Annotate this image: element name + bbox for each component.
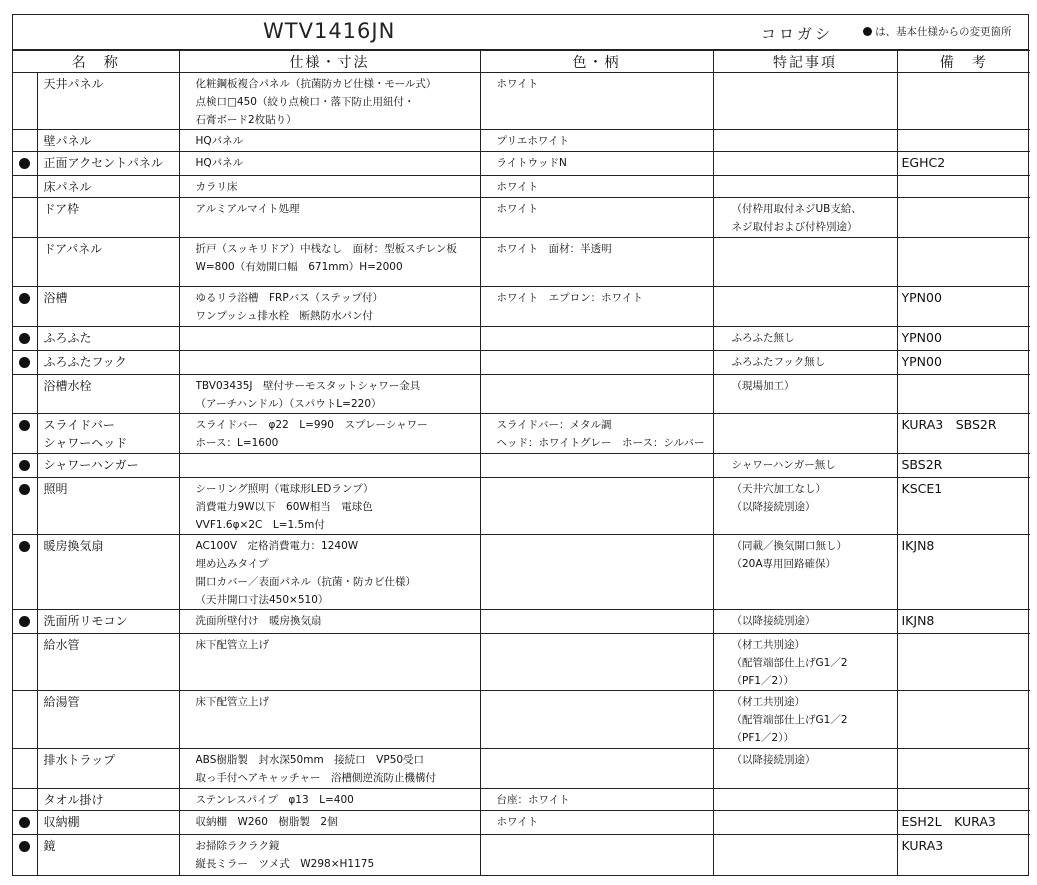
spec-cell <box>179 478 480 535</box>
change-mark-cell <box>13 811 37 835</box>
table-row <box>13 327 1030 351</box>
color-text: ホワイト <box>496 181 539 193</box>
name-text: 鏡 <box>43 839 56 853</box>
note-cell <box>713 610 897 634</box>
change-marker-icon <box>19 158 30 169</box>
name-text: ふろふた <box>43 331 92 345</box>
name-text: シャワーハンガー <box>43 458 139 472</box>
name-text: 天井パネル <box>43 77 104 91</box>
table-row <box>13 454 1030 478</box>
remark-cell <box>897 287 1030 327</box>
spec-text: 石膏ボード2枚貼り） <box>195 114 297 126</box>
color-cell <box>480 238 713 287</box>
change-mark-cell <box>13 198 37 238</box>
color-cell <box>480 811 713 835</box>
note-text: （以降接続別途） <box>731 615 816 627</box>
color-cell <box>480 73 713 130</box>
spec-text: （アーチハンドル）（スパウトL=220） <box>195 398 382 410</box>
note-text: （配管端部仕上げG1／2 <box>731 714 848 726</box>
spec-text: VVF1.6φ×2C L=1.5m付 <box>195 519 325 531</box>
name-cell <box>37 789 179 811</box>
spec-text: カラリ床 <box>195 181 238 193</box>
spec-cell <box>179 238 480 287</box>
spec-cell <box>179 176 480 198</box>
remark-cell <box>897 789 1030 811</box>
header-note: 特記事項 <box>713 51 897 73</box>
name-text: 収納棚 <box>43 815 80 829</box>
name-cell <box>37 238 179 287</box>
change-mark-cell <box>13 351 37 375</box>
name-cell <box>37 749 179 789</box>
table-row <box>13 610 1030 634</box>
name-cell <box>37 73 179 130</box>
color-text: ホワイト <box>496 816 539 828</box>
note-cell <box>713 287 897 327</box>
change-marker-icon <box>19 841 30 852</box>
name-cell <box>37 691 179 749</box>
remark-text: KURA3 <box>901 838 944 853</box>
change-mark-cell <box>13 749 37 789</box>
change-mark-cell <box>13 287 37 327</box>
note-text: シャワーハンガー無し <box>731 459 836 471</box>
remark-cell <box>897 375 1030 414</box>
note-cell <box>713 152 897 176</box>
spec-cell <box>179 287 480 327</box>
note-text: （付枠用取付ネジUB支給、 <box>731 203 862 215</box>
change-marker-icon <box>19 333 30 344</box>
spec-cell <box>179 789 480 811</box>
change-mark-cell <box>13 375 37 414</box>
name-cell <box>37 130 179 152</box>
spec-text: アルミアルマイト処理 <box>195 203 300 215</box>
change-marker-icon <box>19 357 30 368</box>
note-text: （同載／換気開口無し） <box>731 540 847 552</box>
spec-cell <box>179 375 480 414</box>
remark-cell <box>897 691 1030 749</box>
remark-text: YPN00 <box>901 330 942 345</box>
color-cell <box>480 375 713 414</box>
change-marker-icon <box>19 420 30 431</box>
color-cell <box>480 351 713 375</box>
change-marker-icon <box>19 541 30 552</box>
note-text: （配管端部仕上げG1／2 <box>731 657 848 669</box>
change-mark-cell <box>13 238 37 287</box>
remark-cell <box>897 198 1030 238</box>
change-marker-icon <box>19 616 30 627</box>
note-text: （PF1／2）） <box>731 732 794 744</box>
title-bar <box>13 15 1028 50</box>
color-cell <box>480 835 713 875</box>
remark-cell <box>897 634 1030 691</box>
note-cell <box>713 478 897 535</box>
note-cell <box>713 634 897 691</box>
table-row <box>13 130 1030 152</box>
name-text: ドアパネル <box>43 242 103 256</box>
remark-cell <box>897 73 1030 130</box>
table-row <box>13 634 1030 691</box>
change-mark-cell <box>13 789 37 811</box>
name-text: ふろふたフック <box>43 355 127 369</box>
name-cell <box>37 176 179 198</box>
spec-sheet <box>12 14 1029 876</box>
name-text: タオル掛け <box>43 793 104 807</box>
remark-cell <box>897 749 1030 789</box>
name-text: 排水トラップ <box>43 753 116 767</box>
spec-text: 取っ手付ヘアキャッチャー 浴槽側逆流防止機構付 <box>195 772 436 784</box>
color-cell <box>480 749 713 789</box>
color-text: ライトウッドN <box>496 157 567 169</box>
change-mark-cell <box>13 610 37 634</box>
header-color: 色・柄 <box>480 51 713 73</box>
remark-cell <box>897 176 1030 198</box>
table-row <box>13 535 1030 610</box>
name-cell <box>37 454 179 478</box>
name-cell <box>37 835 179 875</box>
change-marker-icon <box>19 293 30 304</box>
table-row <box>13 414 1030 454</box>
change-marker-icon <box>19 484 30 495</box>
header-row <box>13 51 1030 73</box>
note-text: ふろふた無し <box>731 332 795 344</box>
name-cell <box>37 351 179 375</box>
name-cell <box>37 375 179 414</box>
remark-cell <box>897 610 1030 634</box>
change-mark-cell <box>13 835 37 875</box>
name-cell <box>37 610 179 634</box>
table-row <box>13 749 1030 789</box>
spec-cell <box>179 351 480 375</box>
remark-text: SBS2R <box>901 457 943 472</box>
change-mark-cell <box>13 454 37 478</box>
table-row <box>13 811 1030 835</box>
change-mark-cell <box>13 73 37 130</box>
remark-text: YPN00 <box>901 354 942 369</box>
note-text: （材工共別途） <box>731 639 805 651</box>
table-row <box>13 478 1030 535</box>
remark-text: ESH2L KURA3 <box>901 814 996 829</box>
remark-text: IKJN8 <box>901 538 935 553</box>
change-marker-icon <box>19 817 30 828</box>
remark-text: EGHC2 <box>901 155 946 170</box>
color-text: ホワイト <box>496 78 539 90</box>
color-cell <box>480 789 713 811</box>
color-cell <box>480 198 713 238</box>
note-text: ふろふたフック無し <box>731 356 826 368</box>
color-cell <box>480 454 713 478</box>
remark-cell <box>897 130 1030 152</box>
spec-cell <box>179 152 480 176</box>
color-cell <box>480 287 713 327</box>
change-marker-icon <box>19 460 30 471</box>
note-text: （現場加工） <box>731 380 795 392</box>
name-text: 洗面所リモコン <box>43 614 128 628</box>
change-mark-cell <box>13 535 37 610</box>
table-row <box>13 835 1030 875</box>
name-cell <box>37 287 179 327</box>
remark-cell <box>897 811 1030 835</box>
table-row <box>13 73 1030 130</box>
color-cell <box>480 634 713 691</box>
change-mark-cell <box>13 634 37 691</box>
spec-cell <box>179 198 480 238</box>
spec-text: ABS樹脂製 封水深50mm 接続口 VP50受口 <box>195 754 425 766</box>
remark-cell <box>897 238 1030 287</box>
spec-text: ステンレスパイプ φ13 L=400 <box>195 794 354 806</box>
note-cell <box>713 327 897 351</box>
spec-cell <box>179 691 480 749</box>
spec-cell <box>179 610 480 634</box>
table-row <box>13 287 1030 327</box>
change-mark-cell <box>13 414 37 454</box>
change-mark-cell <box>13 176 37 198</box>
remark-cell <box>897 478 1030 535</box>
name-cell <box>37 198 179 238</box>
change-mark-cell <box>13 152 37 176</box>
spec-text: 収納棚 W260 樹脂製 2個 <box>195 816 338 828</box>
spec-text: AC100V 定格消費電力：1240W <box>195 540 359 552</box>
note-cell <box>713 749 897 789</box>
header-name: 名 称 <box>13 51 179 73</box>
name-text: 正面アクセントパネル <box>43 156 163 170</box>
note-cell <box>713 238 897 287</box>
note-text: （PF1／2）） <box>731 675 794 687</box>
spec-text: 床下配管立上げ <box>195 639 269 651</box>
color-text: ホワイト <box>496 203 539 215</box>
spec-text: （天井開口寸法450×510） <box>195 594 329 606</box>
table-row <box>13 152 1030 176</box>
color-cell <box>480 176 713 198</box>
change-mark-cell <box>13 130 37 152</box>
name-text: 給水管 <box>43 638 80 652</box>
remark-cell <box>897 414 1030 454</box>
note-text: ネジ取付および付枠別途） <box>731 221 858 233</box>
change-marker-icon <box>863 27 872 36</box>
remark-cell <box>897 454 1030 478</box>
name-text: 給湯管 <box>43 695 80 709</box>
table-row <box>13 691 1030 749</box>
spec-text: スライドバー φ22 L=990 スプレーシャワー <box>195 419 428 431</box>
note-cell <box>713 130 897 152</box>
spec-text: 洗面所壁付け 暖房換気扇 <box>195 615 322 627</box>
note-text: （20A専用回路確保） <box>731 558 837 570</box>
spec-text: TBV03435J 壁付サーモスタットシャワー金具 <box>195 380 421 392</box>
spec-cell <box>179 634 480 691</box>
spec-text: 縦長ミラー ツメ式 W298×H1175 <box>195 858 375 870</box>
note-cell <box>713 691 897 749</box>
spec-text: 開口カバー／表面パネル（抗菌・防カビ仕様） <box>195 576 416 588</box>
note-cell <box>713 535 897 610</box>
remark-cell <box>897 152 1030 176</box>
note-text: （以降接続別途） <box>731 754 816 766</box>
name-cell <box>37 478 179 535</box>
note-cell <box>713 789 897 811</box>
name-text: 暖房換気扇 <box>43 539 104 553</box>
color-text: ホワイト 面材：半透明 <box>496 243 612 255</box>
name-text: 照明 <box>43 482 68 496</box>
legend-text: は、基本仕様からの変更箇所 <box>875 26 1012 38</box>
name-cell <box>37 634 179 691</box>
spec-cell <box>179 811 480 835</box>
name-text: ドア枠 <box>43 202 80 216</box>
color-cell <box>480 152 713 176</box>
spec-text: 点検口□450（絞り点検口・落下防止用紐付・ <box>195 96 415 108</box>
name-cell <box>37 811 179 835</box>
color-text: ホワイト エプロン：ホワイト <box>496 292 643 304</box>
color-text: プリエホワイト <box>496 135 570 147</box>
color-text: ヘッド：ホワイトグレー ホース：シルバー <box>496 437 705 449</box>
change-mark-cell <box>13 327 37 351</box>
note-text: （以降接続別途） <box>731 501 816 513</box>
note-cell <box>713 835 897 875</box>
name-cell <box>37 152 179 176</box>
color-cell <box>480 691 713 749</box>
spec-cell <box>179 327 480 351</box>
name-text: スライドバー <box>43 418 115 432</box>
spec-cell <box>179 835 480 875</box>
header-spec: 仕様・寸法 <box>179 51 480 73</box>
name-text: シャワーヘッド <box>43 436 128 450</box>
note-cell <box>713 454 897 478</box>
spec-text: ホース：L=1600 <box>195 437 279 449</box>
spec-text: 消費電力9W以下 60W相当 電球色 <box>195 501 373 513</box>
spec-cell <box>179 73 480 130</box>
header-remark: 備 考 <box>897 51 1030 73</box>
table-row <box>13 789 1030 811</box>
remark-text: YPN00 <box>901 290 942 305</box>
spec-table <box>13 50 1030 875</box>
spec-text: HQパネル <box>195 157 244 169</box>
spec-text: ワンプッシュ排水栓 断熱防水パン付 <box>195 310 374 322</box>
remark-cell <box>897 835 1030 875</box>
spec-cell <box>179 130 480 152</box>
spec-text: 埋め込みタイプ <box>195 558 269 570</box>
color-cell <box>480 478 713 535</box>
note-cell <box>713 176 897 198</box>
table-row <box>13 198 1030 238</box>
remark-cell <box>897 327 1030 351</box>
change-mark-cell <box>13 478 37 535</box>
note-cell <box>713 73 897 130</box>
name-text: 浴槽 <box>43 291 68 305</box>
color-cell <box>480 535 713 610</box>
spec-text: W=800（有効開口幅 671mm）H=2000 <box>195 261 403 273</box>
note-text: （天井穴加工なし） <box>731 483 826 495</box>
spec-text: 床下配管立上げ <box>195 696 269 708</box>
color-text: スライドバー：メタル調 <box>496 419 612 431</box>
series-name: コロガシ <box>761 25 834 43</box>
spec-cell <box>179 454 480 478</box>
color-cell <box>480 130 713 152</box>
remark-cell <box>897 351 1030 375</box>
name-text: 壁パネル <box>43 134 92 148</box>
spec-text: シーリング照明（電球形LEDランプ） <box>195 483 374 495</box>
note-cell <box>713 351 897 375</box>
table-row <box>13 238 1030 287</box>
name-text: 浴槽水栓 <box>43 379 92 393</box>
note-cell <box>713 414 897 454</box>
remark-cell <box>897 535 1030 610</box>
name-text: 床パネル <box>43 180 92 194</box>
color-cell <box>480 327 713 351</box>
spec-cell <box>179 535 480 610</box>
model-number: WTV1416JN <box>263 19 396 43</box>
change-mark-cell <box>13 691 37 749</box>
spec-cell <box>179 414 480 454</box>
name-cell <box>37 414 179 454</box>
color-text: 台座：ホワイト <box>496 794 570 806</box>
legend-note <box>863 24 1012 39</box>
note-cell <box>713 811 897 835</box>
table-row <box>13 375 1030 414</box>
name-cell <box>37 327 179 351</box>
spec-text: ゆるリラ浴槽 FRPバス（ステップ付） <box>195 292 383 304</box>
spec-cell <box>179 749 480 789</box>
remark-text: KURA3 SBS2R <box>901 417 997 432</box>
spec-text: 折戸（スッキリドア）中桟なし 面材：型板スチレン板 <box>195 243 457 255</box>
note-cell <box>713 198 897 238</box>
note-text: （材工共別途） <box>731 696 805 708</box>
table-row <box>13 351 1030 375</box>
remark-text: KSCE1 <box>901 481 943 496</box>
spec-text: お掃除ラクラク鏡 <box>195 840 280 852</box>
spec-text: HQパネル <box>195 135 244 147</box>
name-cell <box>37 535 179 610</box>
remark-text: IKJN8 <box>901 613 935 628</box>
color-cell <box>480 414 713 454</box>
color-cell <box>480 610 713 634</box>
table-row <box>13 176 1030 198</box>
note-cell <box>713 375 897 414</box>
spec-text: 化粧鋼板複合パネル（抗菌防カビ仕様・モール式） <box>195 78 437 90</box>
